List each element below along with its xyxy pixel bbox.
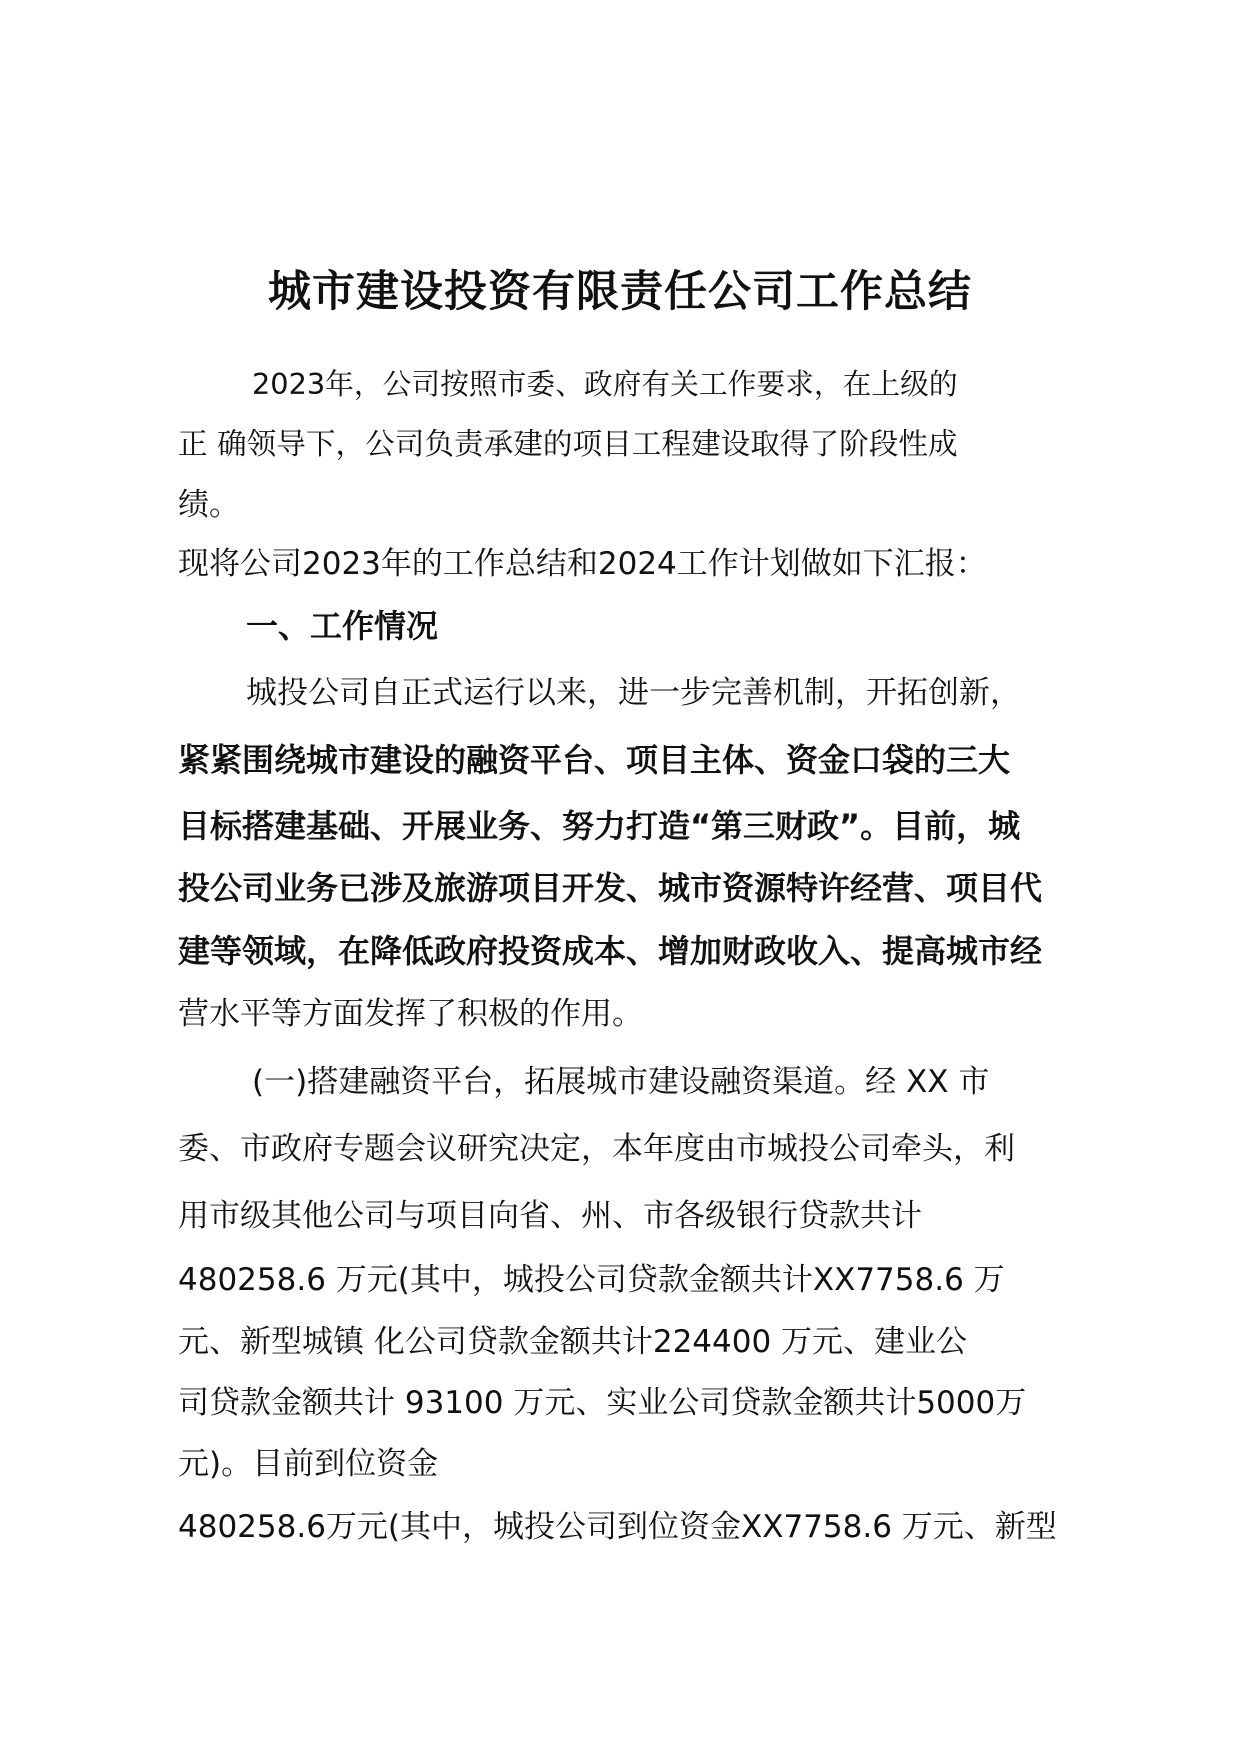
section-heading: 一、工作情况 [246,607,439,645]
document-title: 城市建设投资有限责任公司工作总结 [268,267,972,317]
paragraph-line: 用市级其他公司与项目向省、州、市各级银行贷款共计 [178,1198,922,1234]
paragraph-line: 现将公司2023年的工作总结和2024工作计划做如下汇报： [178,546,987,582]
bold-paragraph-line: 建等领域，在降低政府投资成本、增加财政收入、提高城市经 [178,932,1043,970]
paragraph-line: 元、新型城镇 化公司贷款金额共计224400 万元、建业公 [178,1324,968,1360]
paragraph-line: 营水平等方面发挥了积极的作用。 [178,996,643,1032]
bold-paragraph-line: 紧紧围绕城市建设的融资平台、项目主体、资金口袋的三大 [178,741,1011,779]
paragraph-line: 480258.6 万元(其中，城投公司贷款金额共计XX7758.6 万 [178,1262,1005,1298]
paragraph-line: 城投公司自正式运行以来，进一步完善机制，开拓创新， [246,675,1021,711]
paragraph-line: 委、市政府专题会议研究决定，本年度由市城投公司牵头，利 [178,1131,1015,1167]
paragraph-line: 绩。 [178,487,240,523]
paragraph-line: 司贷款金额共计 93100 万元、实业公司贷款金额共计5000万 [178,1385,1027,1421]
paragraph-line: (一)搭建融资平台，拓展城市建设融资渠道。经 XX 市 [252,1064,990,1100]
bold-paragraph-line: 投公司业务已涉及旅游项目开发、城市资源特许经营、项目代 [178,869,1043,907]
paragraph-line: 480258.6万元(其中，城投公司到位资金XX7758.6 万元、新型 [178,1509,1057,1545]
bold-paragraph-line: 目标搭建基础、开展业务、努力打造“第三财政”。目前，城 [178,807,1021,845]
paragraph-line: 2023年，公司按照市委、政府有关工作要求，在上级的 [252,367,958,401]
paragraph-line: 元)。目前到位资金 [178,1446,439,1482]
paragraph-line: 正 确领导下，公司负责承建的项目工程建设取得了阶段性成 [178,426,958,461]
